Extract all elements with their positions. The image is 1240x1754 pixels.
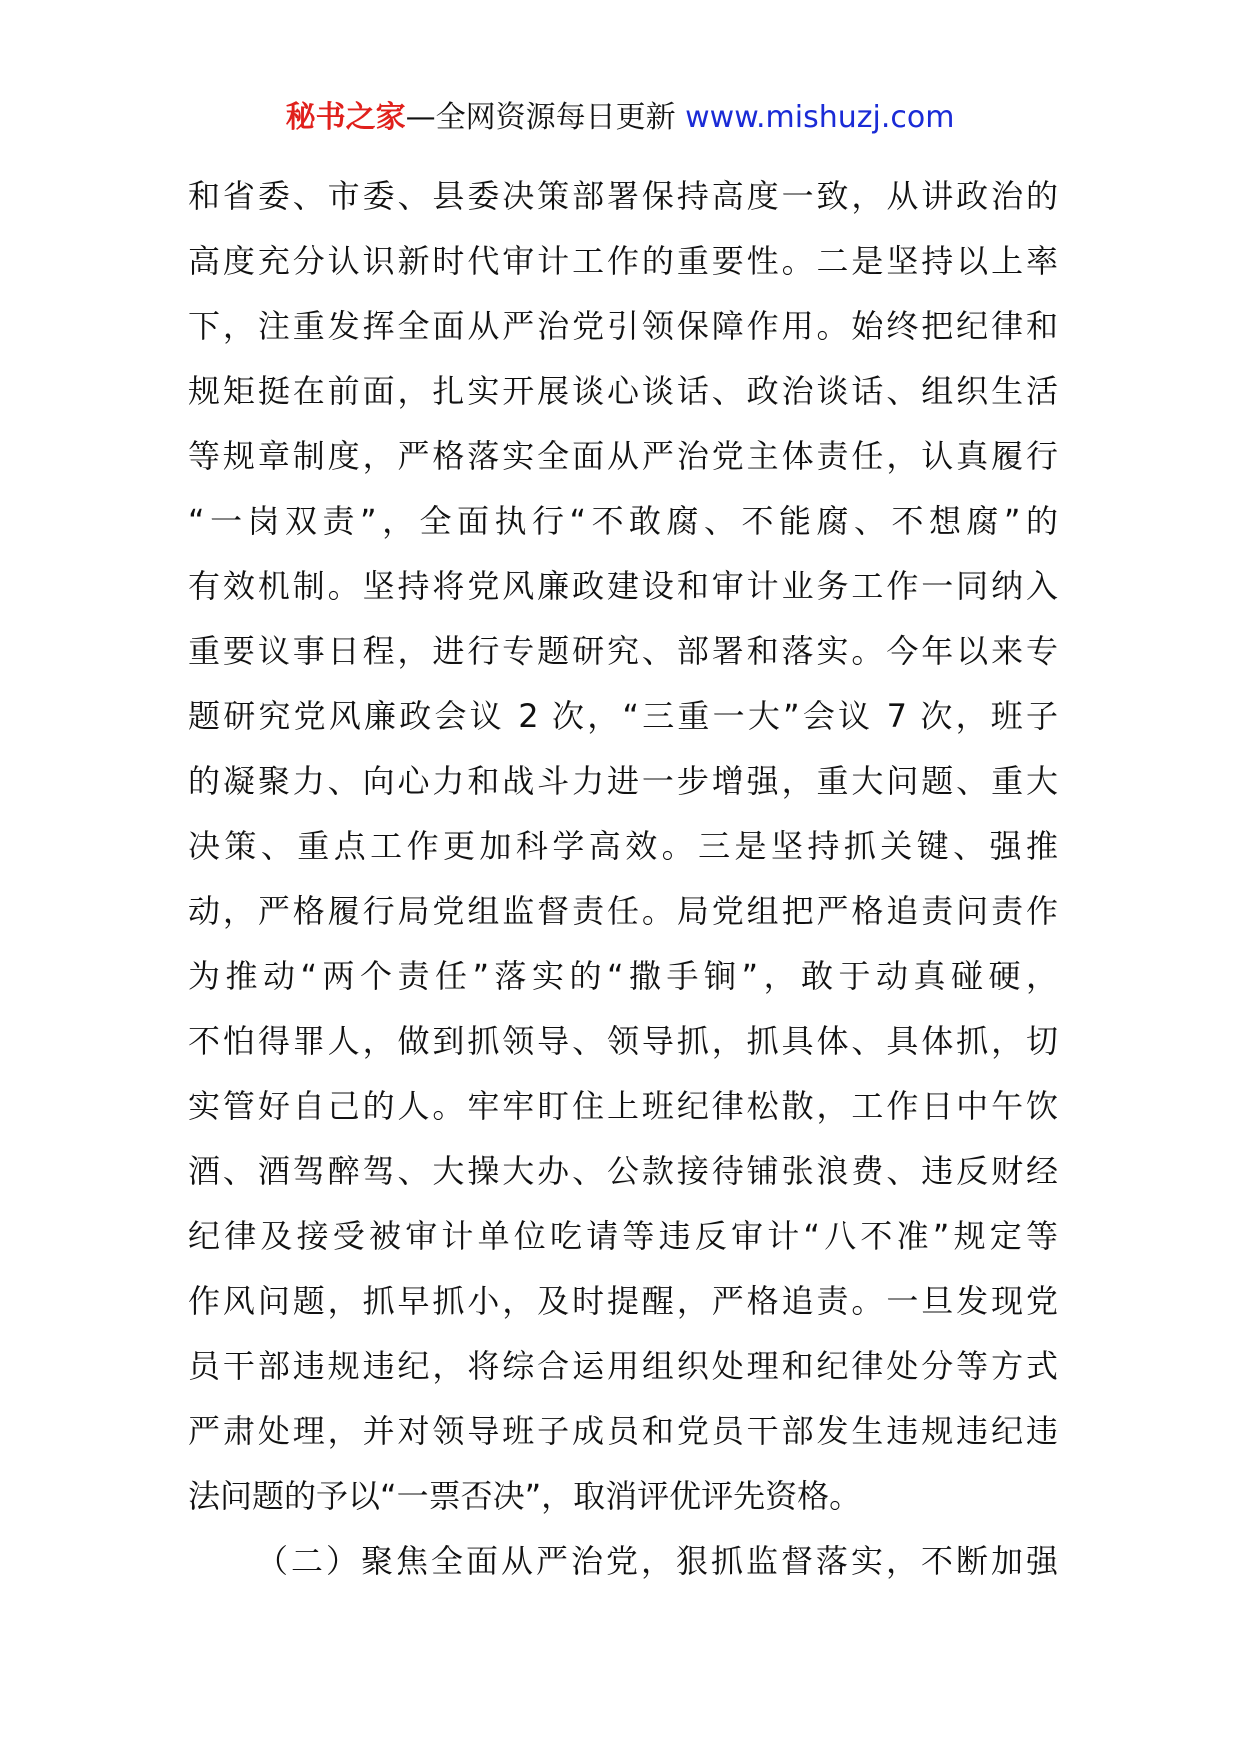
text-line: 高度充分认识新时代审计工作的重要性。二是坚持以上率 — [188, 242, 1058, 280]
header-slogan: —全网资源每日更新 — [405, 100, 676, 135]
text-line: 下，注重发挥全面从严治党引领保障作用。始终把纪律和 — [188, 307, 1058, 345]
text-line: 的凝聚力、向心力和战斗力进一步增强，重大问题、重大 — [188, 762, 1058, 800]
text-line: “一岗双责”，全面执行“不敢腐、不能腐、不想腐”的 — [188, 502, 1058, 540]
text-line: 等规章制度，严格落实全面从严治党主体责任，认真履行 — [188, 437, 1058, 475]
text-line: 员干部违规违纪，将综合运用组织处理和纪律处分等方式 — [188, 1347, 1058, 1385]
text-line: 实管好自己的人。牢牢盯住上班纪律松散，工作日中午饮 — [188, 1087, 1058, 1125]
text-line: 纪律及接受被审计单位吃请等违反审计“八不准”规定等 — [188, 1217, 1058, 1255]
paragraph-end-line: 法问题的予以“一票否决”，取消评优评先资格。 — [188, 1477, 862, 1515]
text-line: 不怕得罪人，做到抓领导、领导抓，抓具体、具体抓，切 — [188, 1022, 1058, 1060]
text-line: 规矩挺在前面，扎实开展谈心谈话、政治谈话、组织生活 — [188, 372, 1058, 410]
text-line: 酒、酒驾醉驾、大操大办、公款接待铺张浪费、违反财经 — [188, 1152, 1058, 1190]
section-heading-line: （二）聚焦全面从严治党，狠抓监督落实，不断加强 — [256, 1542, 1058, 1580]
text-line: 和省委、市委、县委决策部署保持高度一致，从讲政治的 — [188, 177, 1058, 215]
text-line: 为推动“两个责任”落实的“撒手锏”，敢于动真碰硬， — [188, 957, 1058, 995]
document-body — [188, 164, 1058, 1594]
text-line: 作风问题，抓早抓小，及时提醒，严格追责。一旦发现党 — [188, 1282, 1058, 1320]
page-header — [0, 98, 1240, 138]
brand-name: 秘书之家 — [285, 100, 406, 135]
text-line: 有效机制。坚持将党风廉政建设和审计业务工作一同纳入 — [188, 567, 1058, 605]
text-line: 重要议事日程，进行专题研究、部署和落实。今年以来专 — [188, 632, 1058, 670]
text-line: 严肃处理，并对领导班子成员和党员干部发生违规违纪违 — [188, 1412, 1058, 1450]
text-line: 动，严格履行局党组监督责任。局党组把严格追责问责作 — [188, 892, 1058, 930]
text-line: 决策、重点工作更加科学高效。三是坚持抓关键、强推 — [188, 827, 1058, 865]
text-line: 题研究党风廉政会议 2 次，“三重一大”会议 7 次，班子 — [188, 697, 1058, 735]
website-link[interactable]: www.mishuzj.com — [685, 100, 955, 135]
